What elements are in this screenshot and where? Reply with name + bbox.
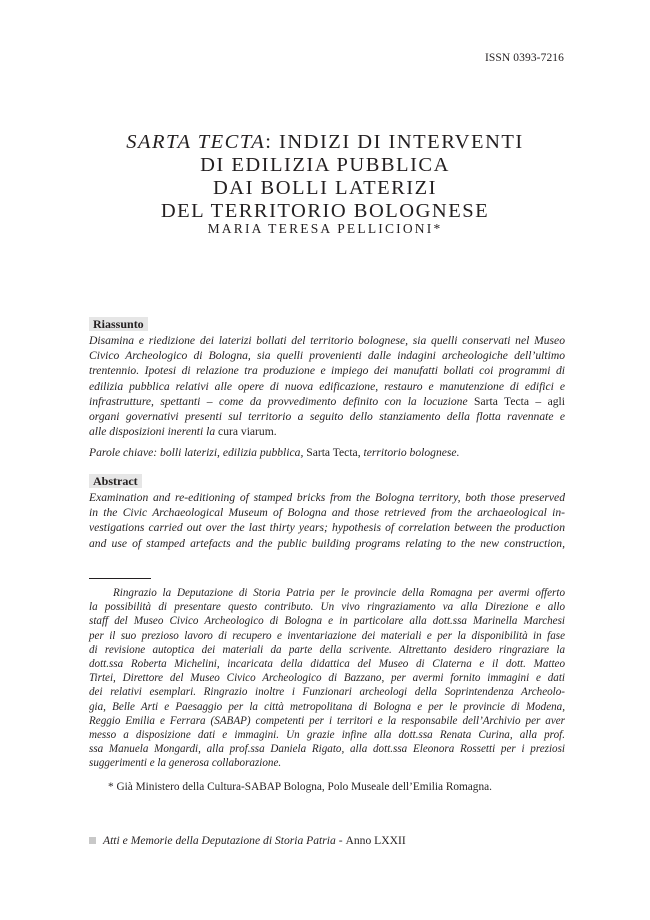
footnote-acknowledgements [89, 586, 565, 771]
footnote-line: la possibilità di presentare questo contributo. Un vivo ringraziamento va alla Direzione e allo [89, 601, 565, 614]
abstract-body [89, 490, 565, 551]
riassunto-body [89, 333, 565, 439]
footnote-line: dott.ssa Roberta Michelini, incaricata della didattica del Museo di Claterna e il dott. Matteo [89, 658, 565, 671]
abstract-line: vestigations carried out over the last thirty years; hypothesis of correlation between the production [89, 521, 565, 535]
keywords [89, 445, 565, 460]
footnote-line: dei relativi esemplari. Ringrazio inoltre i Funzionari archeologi della Soprintendenza Archeolo- [89, 686, 565, 699]
footnote-line: Tirtei, Direttore del Museo Civico Archeologico di Bazzano, per avermi fornito immagini e dati [89, 672, 565, 685]
keywords-rest: territorio bolognese. [363, 446, 460, 459]
riassunto-line-text: alle disposizioni inerenti la [89, 425, 216, 439]
footer-journal: Atti e Memorie della Deputazione di Storia Patria - [103, 834, 343, 847]
title-line-4: DEL TERRITORIO BOLOGNESE [160, 199, 490, 222]
author-name: MARIA TERESA PELLICIONI* [207, 221, 443, 236]
abstract-line: and use of stamped artefacts and the public building programs relating to the new construction, [89, 536, 565, 550]
footnote-author-affiliation: * Già Ministero della Cultura-SABAP Bologna, Polo Museale dell’Emilia Romagna. [108, 781, 492, 793]
footnote-line: messo a disposizione dati e immagini. Un grazie infine alla dott.ssa Renata Curina, alla prof. [89, 729, 565, 742]
cura-viarum-term: cura viarum. [218, 425, 277, 439]
footnote-line: staff del Museo Civico Archeologico di Bologna e in particolare alla dott.ssa Marinella Marchesi [89, 615, 565, 628]
title-line-1-rest: : INDIZI DI INTERVENTI [265, 130, 524, 153]
issn: ISSN 0393-7216 [484, 52, 564, 64]
keywords-line [89, 445, 565, 460]
footnote-rule [89, 578, 151, 579]
abstract-heading: Abstract [89, 474, 142, 488]
title-italic-part: SARTA TECTA [126, 130, 266, 153]
footnote-line: Reggio Emilia e Ferrara (SABAP) competenti per i territori e la responsabile dell’Archivio per aver [89, 714, 565, 727]
article-title [70, 131, 580, 223]
footnote-line: di revisione autoptica dei materiali da parte della scrivente. Altrettanto desidero ringraziare la [89, 643, 565, 656]
title-line-1 [70, 131, 580, 154]
footer-square-icon [89, 837, 96, 844]
footer-issue: Anno LXXII [345, 834, 406, 847]
title-line-3: DAI BOLLI LATERIZI [213, 176, 437, 199]
footnote-line: per il suo prezioso lavoro di recupero e inventariazione dei materiali e per la disponibilità in fase [89, 629, 565, 642]
riassunto-line: trentennio. Ipotesi di relazione tra produzione e impiego dei manufatti bollati coi programmi di [89, 364, 565, 378]
riassunto-line [89, 394, 565, 409]
title-line-2: DI EDILIZIA PUBBLICA [200, 153, 450, 176]
page-footer [89, 834, 406, 847]
footnote-line: suggerimenti e la generosa collaborazione. [89, 757, 282, 770]
footnote-line: gia, Belle Arti e Paesaggio per la città metropolitana di Bologna e per le provincie di Modena, [89, 700, 565, 713]
riassunto-line: organi governativi presenti sul territorio a seguito dello stanziamento della flotta ravennate e [89, 410, 565, 424]
keywords-label: Parole chiave: bolli laterizi, edilizia pubblica, [89, 446, 304, 459]
riassunto-line [89, 424, 565, 439]
riassunto-heading: Riassunto [89, 317, 148, 331]
sarta-tecta-term: Sarta Tecta – agli [474, 394, 565, 408]
keywords-sarta-tecta: Sarta Tecta, [306, 446, 361, 459]
abstract-line: Examination and re-editioning of stamped bricks from the Bologna territory, both those preserved [89, 491, 565, 504]
riassunto-line-text: infrastrutture, spettanti – come da provvedimento definito con la locuzione [89, 394, 468, 408]
riassunto-line: Disamina e riedizione dei laterizi bollati del territorio bolognese, sia quelli conservati nel Museo [89, 334, 565, 347]
abstract-line: in the Civic Archaeological Museum of Bologna and those retrieved from the archaeological in- [89, 506, 565, 520]
footnote-line: Ringrazio la Deputazione di Storia Patria per le provincie della Romagna per avermi offerto [113, 587, 565, 599]
riassunto-line: edilizia pubblica relativi alle opere di nuova edificazione, restauro e manutenzione di edifici e [89, 379, 565, 393]
riassunto-line: Civico Archeologico di Bologna, sia quelli provenienti dalle indagini archeologiche dell’ultimo [89, 349, 565, 363]
footnote-line: ssa Manuela Mongardi, alla prof.ssa Daniela Rigato, alla dott.ssa Eleonora Rossetti per i preziosi [89, 743, 565, 756]
